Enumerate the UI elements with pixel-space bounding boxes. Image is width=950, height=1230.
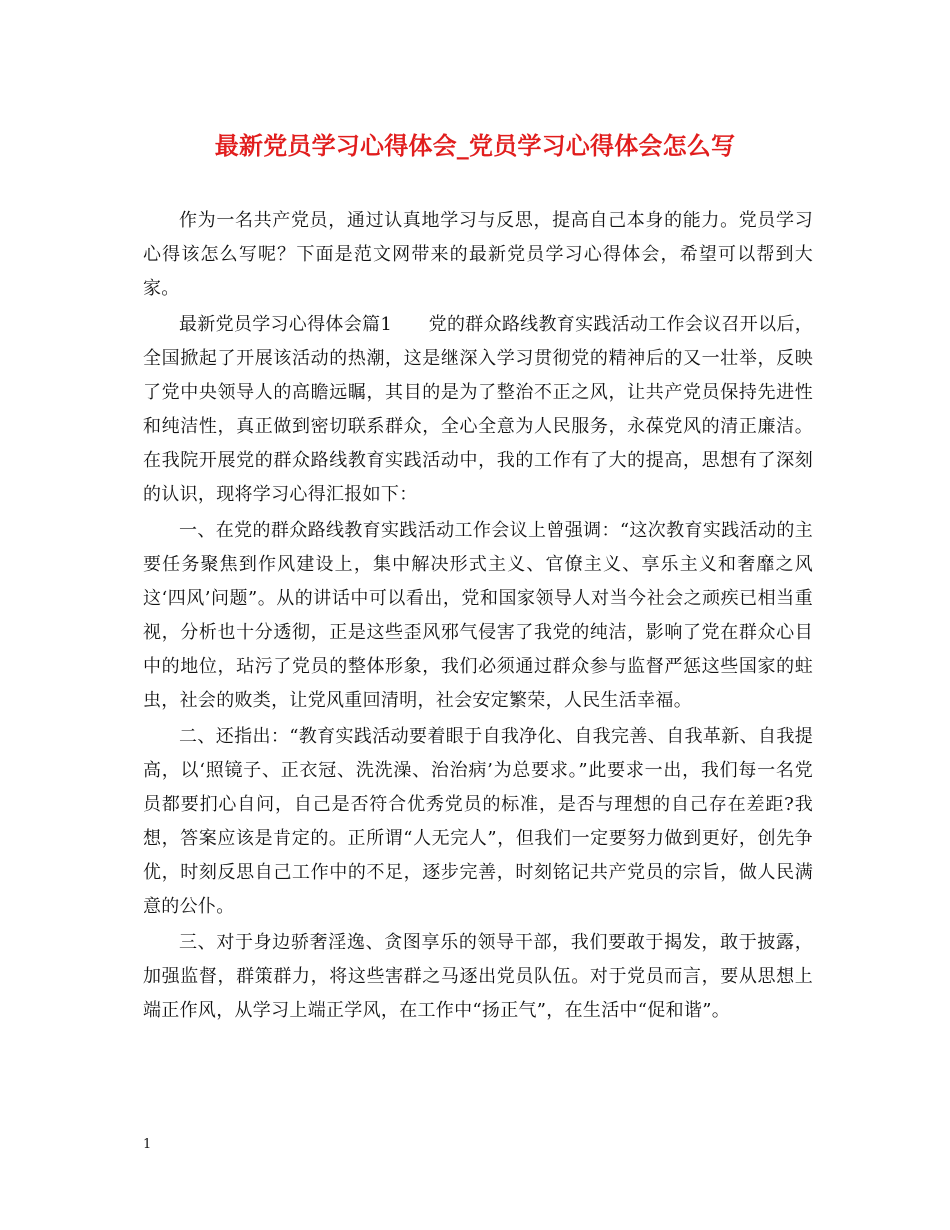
paragraph-point-1: 一、在党的群众路线教育实践活动工作会议上曾强调：“这次教育实践活动的主要任务聚焦到作风建设上，集中解决形式主义、官僚主义、享乐主义和奢靡之风这‘四风’问题”。从的讲话中可以看出，党和国家领导人对当今社会之顽疾已相当重视，分析也十分透彻，正是这些歪风邪气侵害了我党的纯洁，影响了党在群众心目中的地位，玷污了党员的整体形象，我们必须通过群众参与监督严惩这些国家的蛀虫，社会的败类，让党风重回清明，社会安定繁荣，人民生活幸福。 <box>143 520 813 711</box>
paragraph-intro: 作为一名共产党员，通过认真地学习与反思，提高自己本身的能力。党员学习心得该怎么写呢？下面是范文网带来的最新党员学习心得体会，希望可以帮到大家。 <box>143 210 813 299</box>
paragraph-point-3: 三、对于身边骄奢淫逸、贪图享乐的领导干部，我们要敢于揭发，敢于披露，加强监督，群策群力，将这些害群之马逐出党员队伍。对于党员而言，要从思想上端正作风，从学习上端正学风，在工作中“扬正气”，在生活中“促和谐”。 <box>143 932 813 1021</box>
paragraph-section-1: 最新党员学习心得体会篇1 党的群众路线教育实践活动工作会议召开以后，全国掀起了开展该活动的热潮，这是继深入学习贯彻党的精神后的又一壮举，反映了党中央领导人的高瞻远瞩，其目的是为了整治不正之风，让共产党员保持先进性和纯洁性，真正做到密切联系群众，全心全意为人民服务，永葆党风的清正廉洁。在我院开展党的群众路线教育实践活动中，我的工作有了大的提高，思想有了深刻的认识，现将学习心得汇报如下： <box>143 314 813 505</box>
document-title: 最新党员学习心得体会_党员学习心得体会怎么写 <box>214 131 736 160</box>
paragraph-point-2: 二、还指出：“教育实践活动要着眼于自我净化、自我完善、自我革新、自我提高，以‘照镜子、正衣冠、洗洗澡、治治病’为总要求。”此要求一出，我们每一名党员都要扪心自问，自己是否符合优秀党员的标准，是否与理想的自己存在差距?我想，答案应该是肯定的。正所谓“人无完人”，但我们一定要努力做到更好，创先争优，时刻反思自己工作中的不足，逐步完善，时刻铭记共产党员的宗旨，做人民满意的公仆。 <box>143 726 813 917</box>
document-body <box>143 204 813 1028</box>
page-number: 1 <box>143 1137 152 1152</box>
